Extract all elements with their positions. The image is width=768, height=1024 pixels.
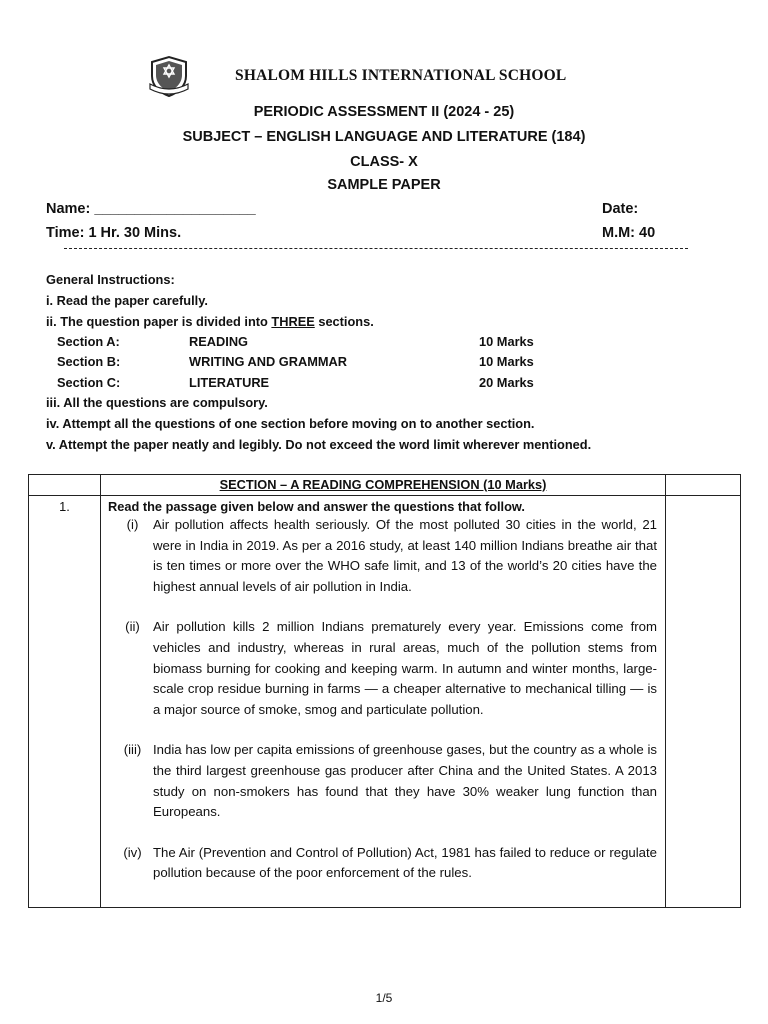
question-number: 1.	[29, 496, 101, 908]
section-a-marks: 10 Marks	[479, 334, 534, 349]
paragraph-number: (ii)	[125, 619, 140, 635]
section-c-label: Section C:	[57, 375, 121, 390]
section-title-row	[29, 475, 741, 496]
paragraph-text: Air pollution affects health seriously. Of the most polluted 30 cities in the world, 21 were in India in 2019. As per a 2016 study, at least 140 million Indians breathe air that is ten times or more over the WHO safe limit, and 13 of the world’s 20 cities have the highest annual levels of air pollution in India.	[153, 517, 657, 594]
section-b-label: Section B:	[57, 354, 121, 369]
instruction-ii-emphasis: THREE	[271, 314, 315, 329]
name-date-row	[46, 201, 686, 217]
section-b-marks: 10 Marks	[479, 354, 534, 369]
instruction-ii-prefix: ii. The question paper is divided into	[46, 314, 272, 329]
school-crest-icon	[146, 54, 192, 98]
max-marks-label: M.M: 40	[602, 225, 656, 241]
instruction-i: i. Read the paper carefully.	[46, 293, 208, 308]
section-a-name: READING	[189, 334, 249, 349]
paragraph-number: (iii)	[123, 742, 142, 758]
dashed-divider	[64, 248, 688, 249]
instruction-v: v. Attempt the paper neatly and legibly. Do not exceed the word limit wherever mentioned.	[46, 437, 592, 452]
section-a-label: Section A:	[57, 334, 120, 349]
date-label: Date:	[602, 201, 639, 217]
assessment-title: PERIODIC ASSESSMENT II (2024 - 25)	[253, 104, 515, 120]
instruction-iii: iii. All the questions are compulsory.	[46, 395, 268, 410]
time-label: Time: 1 Hr. 30 Mins.	[46, 225, 182, 241]
question-body	[101, 496, 666, 908]
passage-paragraph	[108, 740, 657, 822]
empty-cell	[666, 475, 741, 496]
section-a-title	[101, 475, 666, 496]
school-header	[146, 54, 566, 98]
paragraph-number: (i)	[126, 517, 139, 532]
instruction-iv: iv. Attempt all the questions of one section before moving on to another section.	[46, 416, 535, 431]
time-marks-row	[46, 225, 686, 241]
name-label: Name: ____________________	[46, 201, 256, 217]
empty-cell	[29, 475, 101, 496]
instructions-heading: General Instructions:	[46, 272, 175, 287]
passage-paragraph	[108, 617, 657, 720]
question-lead: Read the passage given below and answer the questions that follow.	[108, 499, 525, 514]
paper-title: SAMPLE PAPER	[327, 177, 441, 193]
section-c-name: LITERATURE	[189, 375, 270, 390]
paragraph-text: The Air (Prevention and Control of Pollution) Act, 1981 has failed to reduce or regulate pollution because of the poor enforcement of the rules.	[153, 844, 657, 881]
section-b-name: WRITING AND GRAMMAR	[189, 354, 348, 369]
passage-paragraph	[108, 843, 657, 884]
class-title: CLASS- X	[350, 154, 418, 170]
marks-cell	[666, 496, 741, 908]
instruction-ii	[46, 314, 374, 329]
section-c-marks: 20 Marks	[479, 375, 534, 390]
school-name: SHALOM HILLS INTERNATIONAL SCHOOL	[235, 67, 567, 84]
paragraph-number: (iv)	[123, 844, 142, 860]
question-row	[29, 496, 741, 908]
passage-paragraph	[108, 515, 657, 597]
paragraph-text: India has low per capita emissions of greenhouse gases, but the country as a whole is the third largest greenhouse gas producer after China and the United States. A 2013 study on non-smokers has found that they have 30% weaker lung function than Europeans.	[153, 742, 657, 820]
question-table	[28, 474, 741, 908]
subject-title: SUBJECT – ENGLISH LANGUAGE AND LITERATURE (184)	[182, 129, 586, 145]
instruction-ii-suffix: sections.	[314, 314, 374, 329]
section-a-title-text: SECTION – A READING COMPREHENSION (10 Marks)	[219, 477, 547, 492]
paragraph-text: Air pollution kills 2 million Indians prematurely every year. Emissions come from vehicles and industry, whereas in rural areas, much of the pollution stems from biomass burning for cooking and keeping warm. In autumn and winter months, large-scale crop residue burning in farms — a cheaper alternative to mechanical tilling — is a major source of smoke, smog and particulate pollution.	[153, 619, 657, 717]
page-number: 1/5	[375, 991, 393, 1005]
